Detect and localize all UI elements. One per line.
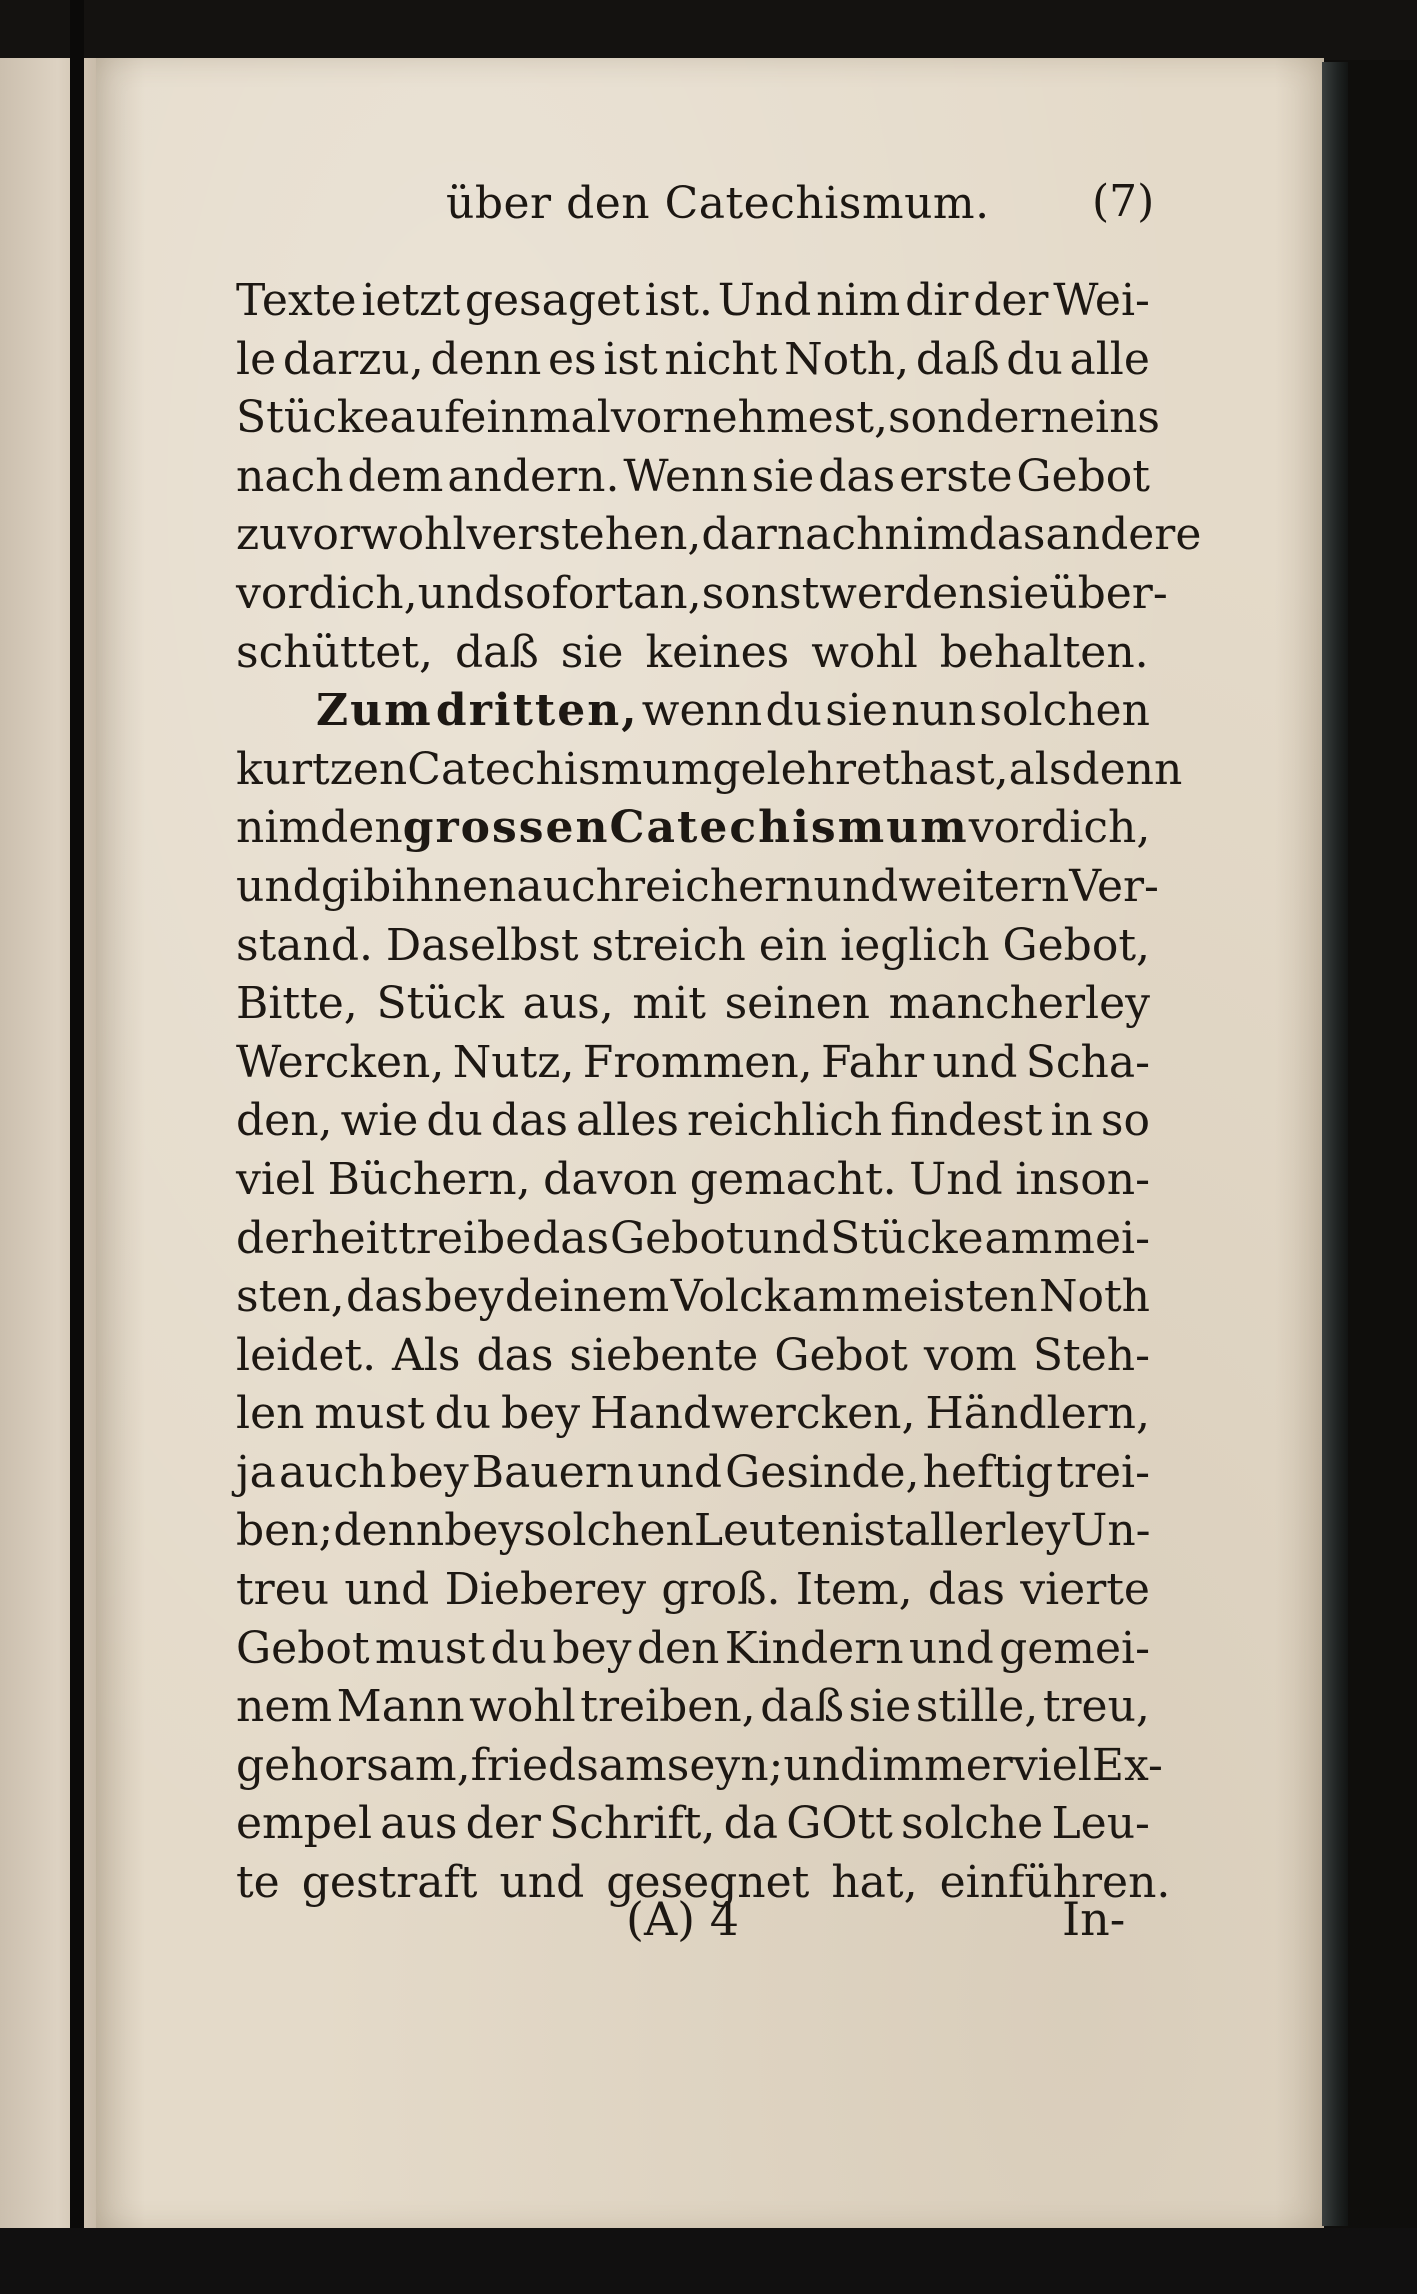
word: gemacht. <box>689 1153 897 1205</box>
word: und <box>783 1739 869 1791</box>
body-text <box>236 272 1202 1913</box>
word: und <box>744 1212 830 1264</box>
text-line <box>236 565 1168 624</box>
text-line <box>236 331 1150 390</box>
word: Nutz, <box>452 1036 575 1088</box>
book-gutter <box>70 0 84 2294</box>
word: gestraft <box>301 1857 478 1909</box>
word: so <box>1100 1095 1150 1147</box>
text-line <box>236 1444 1150 1503</box>
word: Büchern, <box>327 1153 531 1205</box>
word: andere <box>1045 509 1202 561</box>
word: der <box>973 275 1049 326</box>
word: nach <box>236 450 344 502</box>
text-line <box>236 506 1202 565</box>
word: hast, <box>899 743 1009 795</box>
word: und <box>499 1857 585 1909</box>
word: du <box>434 1388 492 1440</box>
word: nim <box>816 275 901 326</box>
text-line <box>236 448 1150 507</box>
word: über- <box>1049 567 1168 619</box>
word: stand. <box>236 919 373 971</box>
word: es <box>548 333 597 385</box>
word: einmal <box>460 392 611 444</box>
word: ja <box>236 1446 276 1498</box>
word: sie <box>560 626 624 678</box>
word: solchen <box>523 1505 694 1557</box>
word: Gebot <box>609 1212 744 1264</box>
word: Catechismum <box>609 802 969 854</box>
text-line <box>236 1268 1150 1327</box>
word: ein <box>758 919 828 971</box>
word: mancherley <box>888 978 1150 1030</box>
word: wohl <box>469 1681 576 1733</box>
text-line <box>236 1385 1150 1444</box>
word: mei- <box>1053 1212 1150 1264</box>
word: dich, <box>1041 802 1151 854</box>
word: siebente <box>569 1329 759 1381</box>
word: sie <box>825 685 888 737</box>
text-line <box>236 272 1150 331</box>
signature-mark: (A) 4 <box>626 1892 740 1946</box>
word: in <box>1050 1095 1093 1147</box>
word: Fahr <box>821 1036 925 1088</box>
text-line <box>236 1678 1150 1737</box>
word: Wenn <box>623 450 748 502</box>
text-line <box>236 1151 1150 1210</box>
word: Noth, <box>784 333 910 385</box>
word: sie <box>986 567 1050 619</box>
word: seyn; <box>666 1739 784 1791</box>
word: dir <box>905 275 969 326</box>
word: andern. <box>447 450 620 502</box>
word: Stücke <box>830 1212 984 1264</box>
word: und <box>908 1622 994 1674</box>
text-line <box>236 1034 1150 1093</box>
text-line <box>236 389 1160 448</box>
word: und <box>813 860 899 912</box>
word: keines <box>645 626 790 678</box>
word: stille, <box>915 1681 1039 1733</box>
word: immer <box>868 1739 1013 1791</box>
word: bey <box>389 1446 469 1498</box>
word: alsdenn <box>1008 743 1183 795</box>
word: und <box>236 860 321 912</box>
word: das <box>490 1095 568 1147</box>
text-line <box>236 682 1150 741</box>
word: hat, <box>831 1857 918 1909</box>
word: erste <box>899 450 1013 502</box>
word: daß <box>760 1681 844 1733</box>
text-line <box>236 1620 1150 1679</box>
word: behalten. <box>939 626 1149 678</box>
word: gib <box>320 860 392 912</box>
word: vor <box>236 567 309 619</box>
word: vom <box>923 1329 1017 1381</box>
word: schüttet, <box>236 626 433 678</box>
word: treu, <box>1042 1681 1150 1733</box>
word: auf <box>389 392 461 444</box>
word: Mann <box>336 1681 465 1733</box>
word: treibe <box>398 1212 532 1264</box>
text-line <box>236 741 1183 800</box>
word: leidet. <box>236 1329 377 1381</box>
word: trei- <box>1056 1446 1150 1498</box>
word: zuvor <box>236 509 360 561</box>
word: dritten, <box>435 685 639 737</box>
word: Texte <box>236 275 357 326</box>
word: du <box>1006 333 1063 385</box>
word: Catechismum <box>407 743 713 795</box>
word: ist. <box>644 275 713 326</box>
word: ben; <box>236 1505 334 1557</box>
word: Stücke <box>236 392 390 444</box>
word: gesegnet <box>606 1857 810 1909</box>
word: Wei- <box>1053 275 1150 326</box>
word: gemei- <box>999 1622 1150 1674</box>
text-line <box>236 975 1150 1034</box>
word: und <box>637 1446 723 1498</box>
word: Dieberey <box>444 1564 647 1616</box>
word: werden <box>819 567 987 619</box>
word: reichlich <box>686 1095 883 1147</box>
word: der <box>465 1798 541 1850</box>
word: Frommen, <box>582 1036 813 1088</box>
word: dich, <box>308 567 418 619</box>
word: Bitte, <box>236 978 358 1030</box>
text-line <box>236 1092 1150 1151</box>
word: nun <box>891 685 977 737</box>
word: auch <box>516 860 624 912</box>
word: dem <box>347 450 444 502</box>
word: Volck <box>670 1271 791 1323</box>
word: Und <box>909 1153 1003 1205</box>
word: heftig <box>922 1446 1054 1498</box>
word: sie <box>751 450 815 502</box>
word: darzu, <box>282 333 424 385</box>
word: weitern <box>898 860 1070 912</box>
word: Ver- <box>1069 860 1159 912</box>
word: nicht <box>664 333 778 385</box>
word: Als <box>392 1329 461 1381</box>
word: te <box>236 1857 280 1909</box>
word: solchen <box>979 685 1150 737</box>
word: fort <box>551 567 634 619</box>
word: deinem <box>504 1271 670 1323</box>
page-fore-edge <box>1322 62 1348 2226</box>
word: Zum <box>316 685 433 737</box>
word: sondern <box>887 392 1069 444</box>
word: auch <box>278 1446 387 1498</box>
word: daß <box>915 333 1000 385</box>
word: Gebot <box>236 1622 370 1674</box>
word: du <box>765 685 822 737</box>
text-line <box>236 1737 1163 1796</box>
word: ist <box>603 333 658 385</box>
word: ihnen <box>391 860 517 912</box>
word: darnach <box>701 509 885 561</box>
word: Wercken, <box>236 1036 445 1088</box>
word: vierte <box>1020 1564 1150 1616</box>
word: bey <box>424 1271 504 1323</box>
word: allerley <box>903 1505 1071 1557</box>
word: das <box>968 509 1046 561</box>
word: GOtt <box>786 1798 893 1850</box>
word: gelehret <box>712 743 900 795</box>
word: kurtzen <box>236 743 408 795</box>
word: viel <box>236 1153 316 1205</box>
word: inson- <box>1015 1153 1150 1205</box>
word: daß <box>454 626 539 678</box>
word: Bauern <box>471 1446 635 1498</box>
word: groß. <box>661 1564 781 1616</box>
word: friedsam <box>470 1739 667 1791</box>
word: Schrift, <box>549 1798 716 1850</box>
word: seinen <box>724 978 870 1030</box>
text-line <box>236 1327 1150 1386</box>
word: denn <box>430 333 542 385</box>
word: nim <box>236 802 321 854</box>
word: alle <box>1069 333 1150 385</box>
word: Händlern, <box>925 1388 1150 1440</box>
word: empel <box>236 1798 373 1850</box>
word: aus, <box>522 978 614 1030</box>
word: wenn <box>641 685 763 737</box>
word: mit <box>632 978 706 1030</box>
background-bottom <box>0 2228 1417 2294</box>
word: ist <box>849 1505 904 1557</box>
word: nem <box>236 1681 333 1733</box>
word: wohl <box>359 509 467 561</box>
word: verstehen, <box>466 509 702 561</box>
word: Stück <box>376 978 504 1030</box>
word: bey <box>501 1388 581 1440</box>
word: wohl <box>811 626 918 678</box>
word: ieglich <box>840 919 990 971</box>
word: gesaget <box>464 275 640 326</box>
word: streich <box>591 919 746 971</box>
text-line <box>236 858 1159 917</box>
word: du <box>426 1095 483 1147</box>
word: davon <box>543 1153 678 1205</box>
word: Ex- <box>1091 1739 1163 1791</box>
word: das <box>476 1329 554 1381</box>
word: Noth <box>1038 1271 1150 1323</box>
word: grossen <box>402 802 610 854</box>
text-line <box>236 624 1150 683</box>
word: bey <box>444 1505 524 1557</box>
word: derheit <box>236 1212 398 1264</box>
word: den, <box>236 1095 333 1147</box>
word: Steh- <box>1032 1329 1150 1381</box>
word: den <box>320 802 403 854</box>
word: meisten <box>861 1271 1038 1323</box>
word: Handwercken, <box>589 1388 916 1440</box>
word: findest <box>890 1095 1043 1147</box>
word: du <box>490 1622 548 1674</box>
word: le <box>236 333 277 385</box>
word: wie <box>340 1095 419 1147</box>
word: und <box>417 567 503 619</box>
word: Leu- <box>1051 1798 1150 1850</box>
text-line <box>236 1210 1150 1269</box>
word: vor <box>968 802 1042 854</box>
word: solche <box>901 1798 1044 1850</box>
word: treu <box>236 1564 330 1616</box>
word: das <box>927 1564 1005 1616</box>
word: einführen. <box>939 1857 1171 1909</box>
word: so <box>502 567 552 619</box>
background-top <box>0 0 1417 60</box>
word: must <box>374 1622 486 1674</box>
word: Leuten <box>693 1505 850 1557</box>
word: nim <box>884 509 969 561</box>
word: Gebot <box>1016 450 1150 502</box>
word: Scha- <box>1025 1036 1150 1088</box>
word: Und <box>717 275 812 326</box>
word: aus <box>380 1798 458 1850</box>
word: Item, <box>795 1564 913 1616</box>
word: viel <box>1012 1739 1092 1791</box>
word: eins <box>1068 392 1160 444</box>
word: das <box>346 1271 424 1323</box>
text-line <box>236 917 1150 976</box>
word: Un- <box>1070 1505 1151 1557</box>
word: treiben, <box>580 1681 756 1733</box>
word: das <box>818 450 896 502</box>
word: und <box>932 1036 1018 1088</box>
word: das <box>532 1212 610 1264</box>
text-line <box>236 799 1150 858</box>
word: reichern <box>623 860 814 912</box>
word: den <box>636 1622 720 1674</box>
word: und <box>344 1564 430 1616</box>
word: Gesinde, <box>725 1446 920 1498</box>
word: ietzt <box>361 275 460 326</box>
word: Gebot <box>774 1329 908 1381</box>
word: Kindern <box>724 1622 904 1674</box>
word: gehorsam, <box>236 1739 471 1791</box>
catchword: In- <box>1062 1892 1126 1946</box>
word: sie <box>848 1681 912 1733</box>
word: am <box>984 1212 1053 1264</box>
word: must <box>314 1388 425 1440</box>
word: da <box>723 1798 778 1850</box>
text-line <box>236 1561 1150 1620</box>
word: Daselbst <box>385 919 579 971</box>
word: bey <box>552 1622 632 1674</box>
word: sten, <box>236 1271 345 1323</box>
text-line <box>236 1795 1150 1854</box>
word: am <box>791 1271 860 1323</box>
page-number: (7) <box>1092 176 1155 227</box>
word: alles <box>575 1095 679 1147</box>
text-line <box>236 1502 1150 1561</box>
word: vornehmest, <box>610 392 888 444</box>
running-head: über den Catechismum. <box>446 178 990 229</box>
word: sonst <box>701 567 820 619</box>
word: len <box>236 1388 305 1440</box>
word: an, <box>633 567 702 619</box>
word: Gebot, <box>1002 919 1150 971</box>
word: denn <box>333 1505 445 1557</box>
